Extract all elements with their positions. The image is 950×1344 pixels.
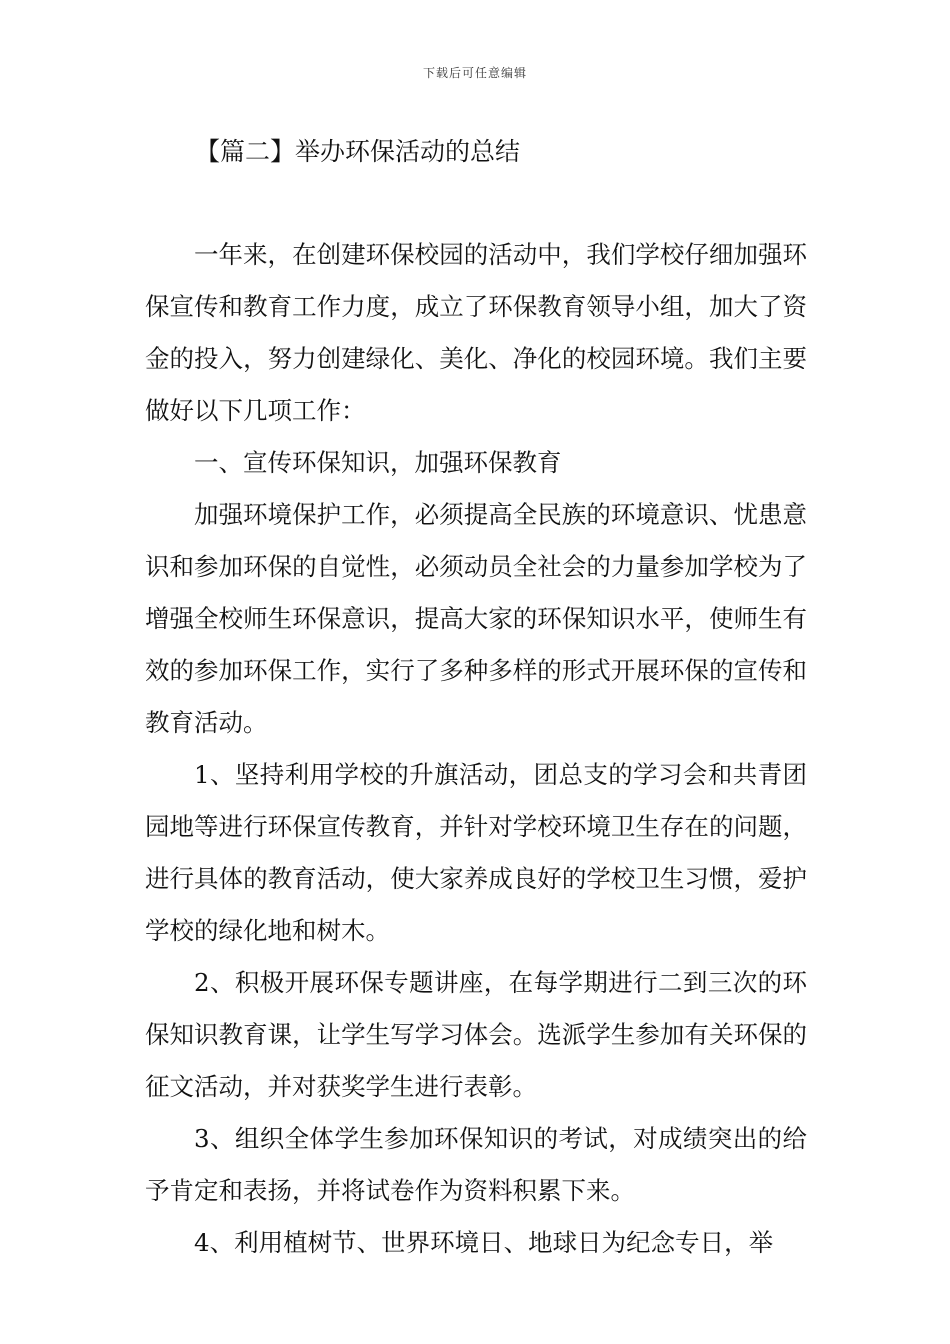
section-heading-1: 一、宣传环保知识，加强环保教育 [194, 448, 562, 477]
paragraph-section-1: 加强环境保护工作，必须提高全民族的环境意识、忧患意识和参加环保的自觉性，必须动员全社会的力量参加学校为了增强全校师生环保意识，提高大家的环保知识水平，使师生有效的参加环保工作，实行了多种多样的形式开展环保的宣传和教育活动。 [145, 500, 807, 737]
list-item-2: 2、积极开展环保专题讲座，在每学期进行二到三次的环保知识教育课，让学生写学习体会。选派学生参加有关环保的征文活动，并对获奖学生进行表彰。 [145, 968, 807, 1101]
paragraph-intro: 一年来，在创建环保校园的活动中，我们学校仔细加强环保宣传和教育工作力度，成立了环保教育领导小组，加大了资金的投入，努力创建绿化、美化、净化的校园环境。我们主要做好以下几项工作： [145, 240, 807, 425]
list-item-4: 4、利用植树节、世界环境日、地球日为纪念专日，举 [194, 1228, 774, 1257]
header-note: 下载后可任意编辑 [422, 66, 527, 80]
document-title: 【篇二】举办环保活动的总结 [195, 137, 521, 166]
list-item-1: 1、坚持利用学校的升旗活动，团总支的学习会和共青团园地等进行环保宣传教育，并针对学校环境卫生存在的问题，进行具体的教育活动，使大家养成良好的学校卫生习惯，爱护学校的绿化地和树木。 [145, 760, 807, 945]
list-item-3: 3、组织全体学生参加环保知识的考试，对成绩突出的给予肯定和表扬，并将试卷作为资料积累下来。 [145, 1124, 807, 1205]
document-body [145, 229, 807, 1269]
